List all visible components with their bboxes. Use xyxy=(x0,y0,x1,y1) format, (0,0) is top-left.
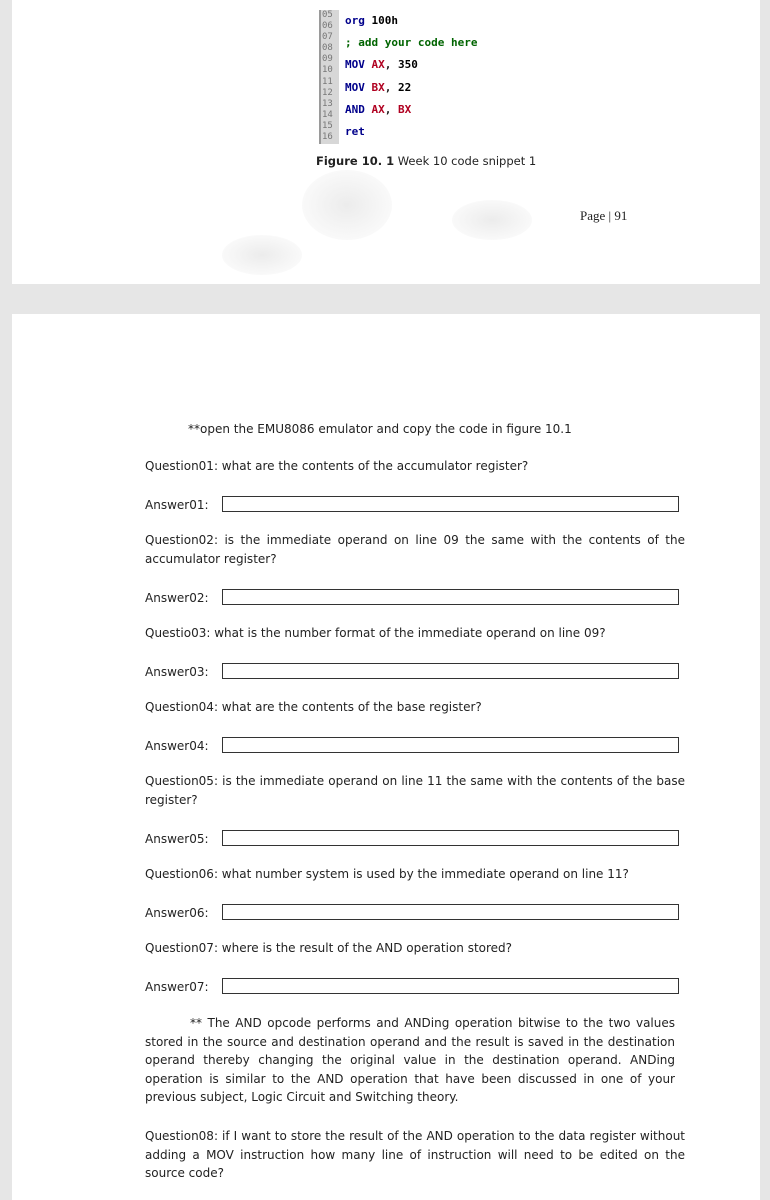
answer-05-field[interactable] xyxy=(222,830,679,846)
scan-smudge xyxy=(302,170,392,240)
answer-07-field[interactable] xyxy=(222,978,679,994)
question-01: Question01: what are the contents of the accumulator register? xyxy=(145,459,529,473)
figure-caption-text: Week 10 code snippet 1 xyxy=(397,154,537,168)
question-07: Question07: where is the result of the AND operation stored? xyxy=(145,941,513,955)
line-number: 08 xyxy=(322,43,333,54)
line-number: 13 xyxy=(322,98,333,109)
line-number: 15 xyxy=(322,120,333,131)
code-snippet xyxy=(319,10,529,144)
question-08: Question08: if I want to store the result of the AND operation to the data register without adding a MOV instruction how many line of instruction will need to be edited on the source code? xyxy=(145,1129,685,1180)
code-line-org: org 100h xyxy=(345,14,398,27)
code-line-mov-bx: MOV BX, 22 xyxy=(345,80,412,94)
line-number: 12 xyxy=(322,87,333,98)
page-number: Page | 91 xyxy=(580,208,628,223)
line-number: 05 xyxy=(322,10,333,20)
code-line-comment: ; add your code here xyxy=(345,36,478,50)
line-number: 11 xyxy=(322,76,333,87)
answer-04-label: Answer04: xyxy=(145,739,209,753)
line-number: 06 xyxy=(322,21,333,32)
question-06: Question06: what number system is used by the immediate operand on line 11? xyxy=(145,867,629,881)
line-number: 09 xyxy=(322,54,333,65)
page-91 xyxy=(12,0,760,284)
answer-02-label: Answer02: xyxy=(145,591,209,605)
answer-01-label: Answer01: xyxy=(145,498,209,512)
question-02: Question02: is the immediate operand on line 09 the same with the contents of the accumulator register? xyxy=(145,533,685,566)
answer-03-label: Answer03: xyxy=(145,665,209,679)
answer-01-field[interactable] xyxy=(222,496,679,512)
line-number: 10 xyxy=(322,65,333,76)
instruction-text: **open the EMU8086 emulator and copy the code in figure 10.1 xyxy=(188,422,572,436)
worksheet-page xyxy=(12,314,760,1200)
answer-03-field[interactable] xyxy=(222,663,679,679)
figure-caption xyxy=(316,154,536,168)
question-04: Question04: what are the contents of the base register? xyxy=(145,700,482,714)
answer-02-field[interactable] xyxy=(222,589,679,605)
question-03: Questio03: what is the number format of the immediate operand on line 09? xyxy=(145,626,606,640)
question-05: Question05: is the immediate operand on line 11 the same with the contents of the base register? xyxy=(145,774,685,807)
line-number: 14 xyxy=(322,109,333,120)
code-line-ret: ret xyxy=(345,124,365,138)
scan-smudge xyxy=(452,200,532,240)
answer-05-label: Answer05: xyxy=(145,832,209,846)
line-number: 16 xyxy=(322,132,333,143)
and-opcode-note: ** The AND opcode performs and ANDing operation bitwise to the two values stored in the source and destination operand and the result is saved in the destination operand thereby changing the original value in the destination operand. ANDing operation is similar to the AND operation that have been discussed in one of your previous subject, Logic Circuit and Switching theory. xyxy=(145,1016,675,1104)
scan-smudge xyxy=(222,235,302,275)
figure-label: Figure 10. 1 xyxy=(316,154,395,168)
line-number-gutter xyxy=(319,10,339,144)
answer-07-label: Answer07: xyxy=(145,980,209,994)
code-line-mov-ax: MOV AX, 350 xyxy=(345,58,418,72)
code-line-and: AND AX, BX xyxy=(345,102,412,116)
line-number: 07 xyxy=(322,32,333,43)
answer-04-field[interactable] xyxy=(222,737,679,753)
code-lines xyxy=(345,14,477,147)
answer-06-field[interactable] xyxy=(222,904,679,920)
answer-06-label: Answer06: xyxy=(145,906,209,920)
